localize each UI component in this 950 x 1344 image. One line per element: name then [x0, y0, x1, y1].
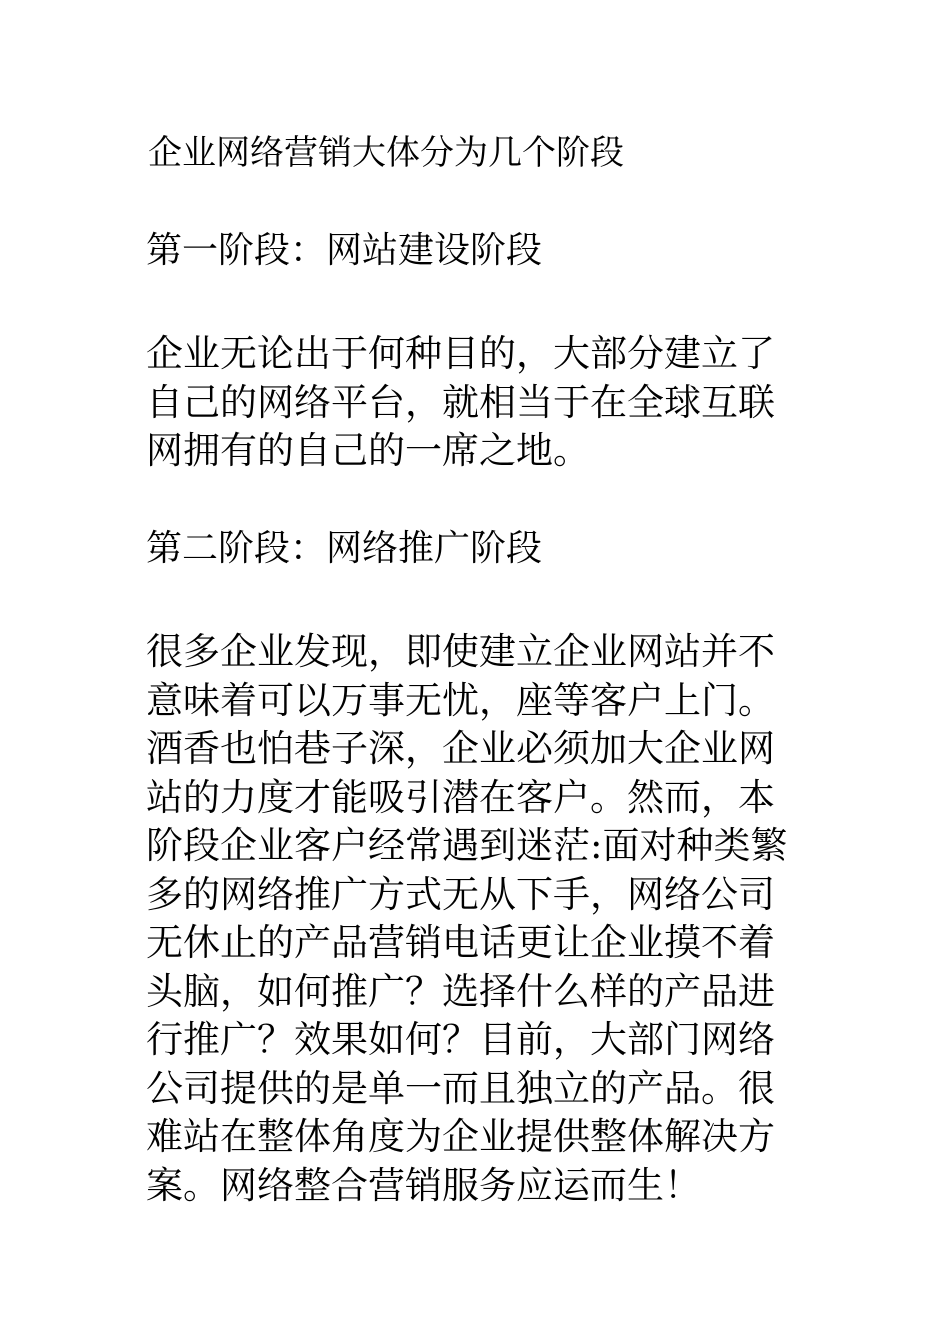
stage-2-heading: 第二阶段：网络推广阶段 — [146, 528, 543, 569]
paragraph-line: 公司提供的是单一而且独立的产品。很 — [146, 1066, 775, 1110]
paragraph-line: 行推广？效果如何？目前，大部门网络 — [146, 1018, 775, 1061]
stage-1-paragraph — [146, 330, 812, 476]
document-title: 企业网络营销大体分为几个阶段 — [148, 133, 624, 173]
paragraph-line: 案。网络整合营销服务应运而生！ — [146, 1163, 701, 1207]
paragraph-line: 头脑，如何推广？选择什么样的产品进 — [146, 969, 775, 1013]
paragraph-line: 多的网络推广方式无从下手，网络公司 — [146, 872, 775, 916]
paragraph-line: 酒香也怕巷子深，企业必须加大企业网 — [146, 727, 775, 770]
stage-2-paragraph — [146, 628, 812, 1210]
paragraph-line: 站的力度才能吸引潜在客户。然而，本 — [146, 775, 775, 819]
paragraph-line: 意味着可以万事无忧，座等客户上门。 — [146, 678, 775, 722]
paragraph-line: 难站在整体角度为企业提供整体解决方 — [146, 1115, 775, 1158]
paragraph-line: 企业无论出于何种目的，大部分建立了 — [146, 332, 775, 375]
paragraph-line: 自己的网络平台，就相当于在全球互联 — [146, 380, 775, 424]
paragraph-line: 网拥有的自己的一席之地。 — [146, 429, 590, 472]
paragraph-line: 无休止的产品营销电话更让企业摸不着 — [146, 921, 775, 964]
stage-1-heading: 第一阶段：网站建设阶段 — [146, 230, 543, 271]
paragraph-line: 很多企业发现，即使建立企业网站并不 — [146, 630, 775, 673]
paragraph-line: 阶段企业客户经常遇到迷茫:面对种类繁 — [146, 824, 788, 867]
